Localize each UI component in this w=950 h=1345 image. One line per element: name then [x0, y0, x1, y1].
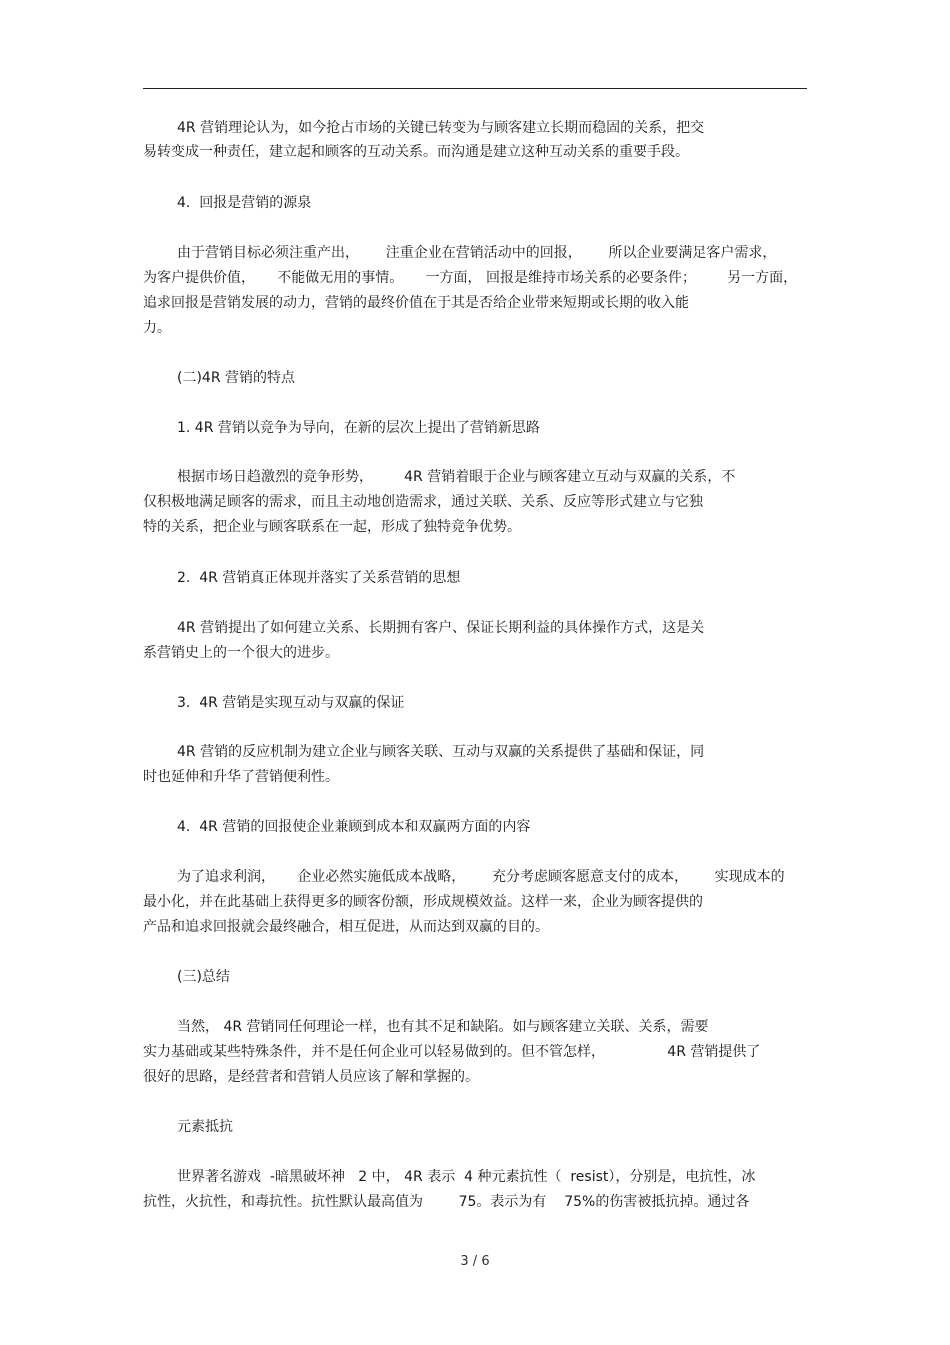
section-heading: 1. 4R 营销以竞争为导向，在新的层次上提出了营销新思路 [177, 420, 540, 436]
paragraph-line: 很好的思路，是经营者和营销人员应该了解和掌握的。 [143, 1069, 479, 1085]
paragraph-line: 系营销史上的一个很大的进步。 [143, 645, 339, 661]
section-heading: 元素抵抗 [177, 1119, 233, 1135]
header-rule [143, 88, 807, 89]
paragraph-line: 由于营销目标必须注重产出， 注重企业在营销活动中的回报， 所以企业要满足客户需求， [177, 245, 777, 261]
page-number: 3 / 6 [460, 1254, 490, 1269]
paragraph-line: 抗性，火抗性，和毒抗性。抗性默认最高值为 75。表示为有 75%的伤害被抵抗掉。通过各 [143, 1194, 750, 1210]
paragraph-line: 最小化，并在此基础上获得更多的顾客份额，形成规模效益。这样一来，企业为顾客提供的 [143, 894, 703, 910]
section-heading: 2. 4R 营销真正体现并落实了关系营销的思想 [177, 570, 461, 586]
paragraph-line: 4R 营销的反应机制为建立企业与顾客关联、互动与双赢的关系提供了基础和保证，同 [177, 744, 705, 760]
paragraph-line: 时也延伸和升华了营销便利性。 [143, 769, 339, 785]
paragraph-line: 为了追求利润， 企业必然实施低成本战略， 充分考虑顾客愿意支付的成本， 实现成本的 [177, 869, 785, 885]
section-heading: (三)总结 [177, 969, 230, 985]
paragraph-line: 特的关系，把企业与顾客联系在一起，形成了独特竞争优势。 [143, 519, 521, 535]
section-heading: 3. 4R 营销是实现互动与双赢的保证 [177, 695, 405, 711]
paragraph-line: 4R 营销理论认为，如今抢占市场的关键已转变为与顾客建立长期而稳固的关系，把交 [177, 120, 705, 136]
paragraph-line: 当然， 4R 营销同任何理论一样，也有其不足和缺陷。如与顾客建立关联、关系，需要 [177, 1019, 709, 1035]
paragraph-line: 为客户提供价值， 不能做无用的事情。 一方面， 回报是维持市场关系的必要条件； 另一方面， [143, 270, 798, 286]
paragraph-line: 仅积极地满足顾客的需求，而且主动地创造需求，通过关联、关系、反应等形式建立与它独 [143, 494, 703, 510]
section-heading: (二)4R 营销的特点 [177, 370, 296, 386]
paragraph-line: 实力基础或某些特殊条件，并不是任何企业可以轻易做到的。但不管怎样， 4R 营销提供了 [143, 1044, 761, 1060]
section-heading: 4. 回报是营销的源泉 [177, 195, 312, 211]
paragraph-line: 产品和追求回报就会最终融合，相互促进，从而达到双赢的目的。 [143, 919, 549, 935]
paragraph-line: 根据市场日趋激烈的竞争形势， 4R 营销着眼于企业与顾客建立互动与双赢的关系，不 [177, 469, 736, 485]
paragraph-line: 力。 [143, 320, 171, 336]
section-heading: 4. 4R 营销的回报使企业兼顾到成本和双赢两方面的内容 [177, 819, 531, 835]
paragraph-line: 追求回报是营销发展的动力，营销的最终价值在于其是否给企业带来短期或长期的收入能 [143, 295, 689, 311]
paragraph-line: 世界著名游戏 -暗黑破坏神 2 中， 4R 表示 4 种元素抗性（ resist），分别是，电抗性，冰 [177, 1169, 756, 1185]
paragraph-line: 易转变成一种责任，建立起和顾客的互动关系。而沟通是建立这种互动关系的重要手段。 [143, 144, 689, 160]
paragraph-line: 4R 营销提出了如何建立关系、长期拥有客户、保证长期利益的具体操作方式，这是关 [177, 620, 705, 636]
